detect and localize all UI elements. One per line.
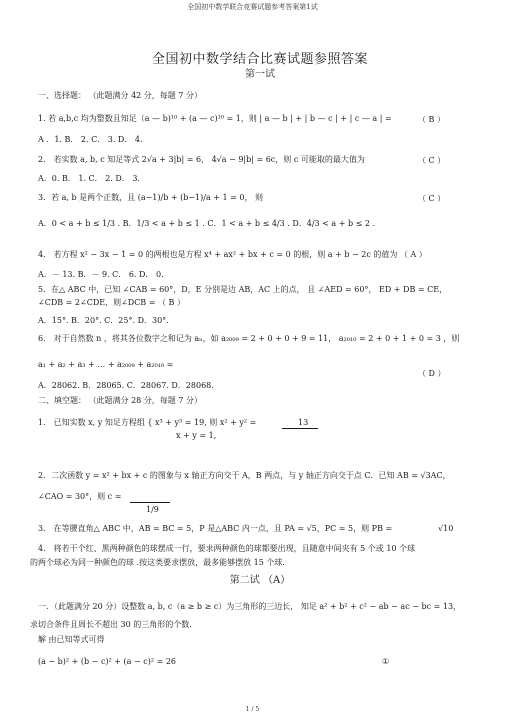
section1-heading: 一、选择题： （此题满分 42 分，每题 7 分） [38,91,202,100]
question-6-options: A．28062. B．28065. C．28067. D．28068. [38,381,214,390]
fill-3-answer: √10 [438,524,454,533]
question-1-options: A ．1. B． 2. C． 3. D． 4. [38,135,143,144]
fill-2-line2: ∠CAO = 30°，则 c = [38,492,122,501]
fill-1-line2: x + y = 1, [176,431,217,440]
part1-heading: 第一试 [245,69,275,80]
fill-2-line1: 2．二次函数 y = x² + bx + c 的图象与 x 轴正方向交于 A，B 两点，与 y 轴正方向交于点 C．已知 AB = √3AC， [38,471,451,480]
question-1: 1. 若 a,b,c 均为整数且知足（a — b)¹⁰ + (a — c)¹⁰ = 1，则 | a — b | + | b — c | + | c — a | = [38,114,392,123]
question-6-expression: a₁ + a₂ + a₃ + … + a₂₀₀₉ + a₂₀₁₀ = [38,360,174,369]
page-header: 全国初中数学联合竞赛试题参考答案第1试 [187,3,318,11]
question-6: 6． 对于自然数 n ，将其各位数字之和记为 aₙ，如 a₂₀₀₉ = 2 + 0 + 0 + 9 = 11， a₂₀₁₀ = 2 + 0 + 1 + 0 = 3 ，则 [38,334,460,343]
question-1-answer: （ B ） [418,115,445,124]
fill-1-answer: 13 [298,418,309,427]
question-3-options: A．0 < a + b ≤ 1/3 . B．1/3 < a + b ≤ 1 . C．1 < a + b ≤ 4/3 . D．4/3 < a + b ≤ 2 . [38,219,376,228]
fill-1-line1: 1． 已知实数 x, y 知足方程组 { x³ + y³ = 19, 则 x² + y² = [38,418,257,427]
question-4-options: A．－ 13. B．－ 9. C． 6. D． 0. [38,270,164,279]
question-3-answer: （ C ） [418,194,446,203]
fill-4-line1: 4． 将若干个红、黑两种颜色的球摆成一行，要求两种颜色的球都要出现，且随意中间夹有 5 个或 10 个球 [38,544,416,553]
question-2: 2． 若实数 a, b, c 知足等式 2√a + 3|b| = 6， 4√a − 9|b| = 6c，则 c 可能取的最大值为 [38,155,365,164]
question-6-answer: （ D ） [418,369,446,378]
page-footer: 1 / 5 [245,706,260,713]
fill-2-blank-line [130,502,170,503]
fill-3: 3． 在等腰直角△ ABC 中，AB = BC = 5，P 是△ABC 内一点，且 PA = √5，PC = 5，则 PB = [38,524,393,533]
question-4: 4． 若方程 x² − 3x − 1 = 0 的两根也是方程 x⁴ + ax² + bx + c = 0 的根，则 a + b − 2c 的值为 （ A ） [38,250,427,259]
part2-heading: 第二试 （A） [229,575,291,586]
fill-2-answer: 1/9 [146,505,159,514]
section2-heading: 二、填空题： （此题满分 28 分，每题 7 分） [38,396,202,405]
question-2-answer: （ C ） [418,156,446,165]
question-5-line2: ∠CDB = 2∠CDE，则∠DCB = （ B ） [38,298,185,307]
equation-number: ① [382,657,390,666]
part2-question-1-line2: 求切合条件且周长不超出 30 的三角形的个数． [30,620,198,629]
fill-4-line2: 的两个球必为同一种颜色的球 .按这类要求摆放，最多能够摆放 15 个球． [30,558,291,567]
solution-equation: (a − b)² + (b − c)² + (a − c)² = 26 [38,657,177,666]
question-3: 3．若 a, b 是两个正数，且 (a−1)/b + (b−1)/a + 1 = 0， 则 [38,193,264,202]
question-5-line1: 5．在△ ABC 中，已知 ∠CAB = 60°，D，E 分别是边 AB，AC 上的点， 且 ∠AED = 60°， ED + DB = CE， [38,285,448,294]
question-2-options: A．0. B． 1. C． 2. D． 3. [38,174,140,183]
fill-1-blank-line [282,428,318,429]
solution-intro: 解 由已知等式可得 [38,635,105,644]
page-title: 全国初中数学结合比赛试题参照答案 [151,52,368,67]
question-5-options: A．15°. B．20°. C．25°. D．30°. [38,316,169,325]
part2-question-1-line1: 一．（此题满分 20 分）设整数 a, b, c（a ≥ b ≥ c）为三角形的三边长， 知足 a² + b² + c² − ab − ac − bc = 13， [38,602,462,611]
